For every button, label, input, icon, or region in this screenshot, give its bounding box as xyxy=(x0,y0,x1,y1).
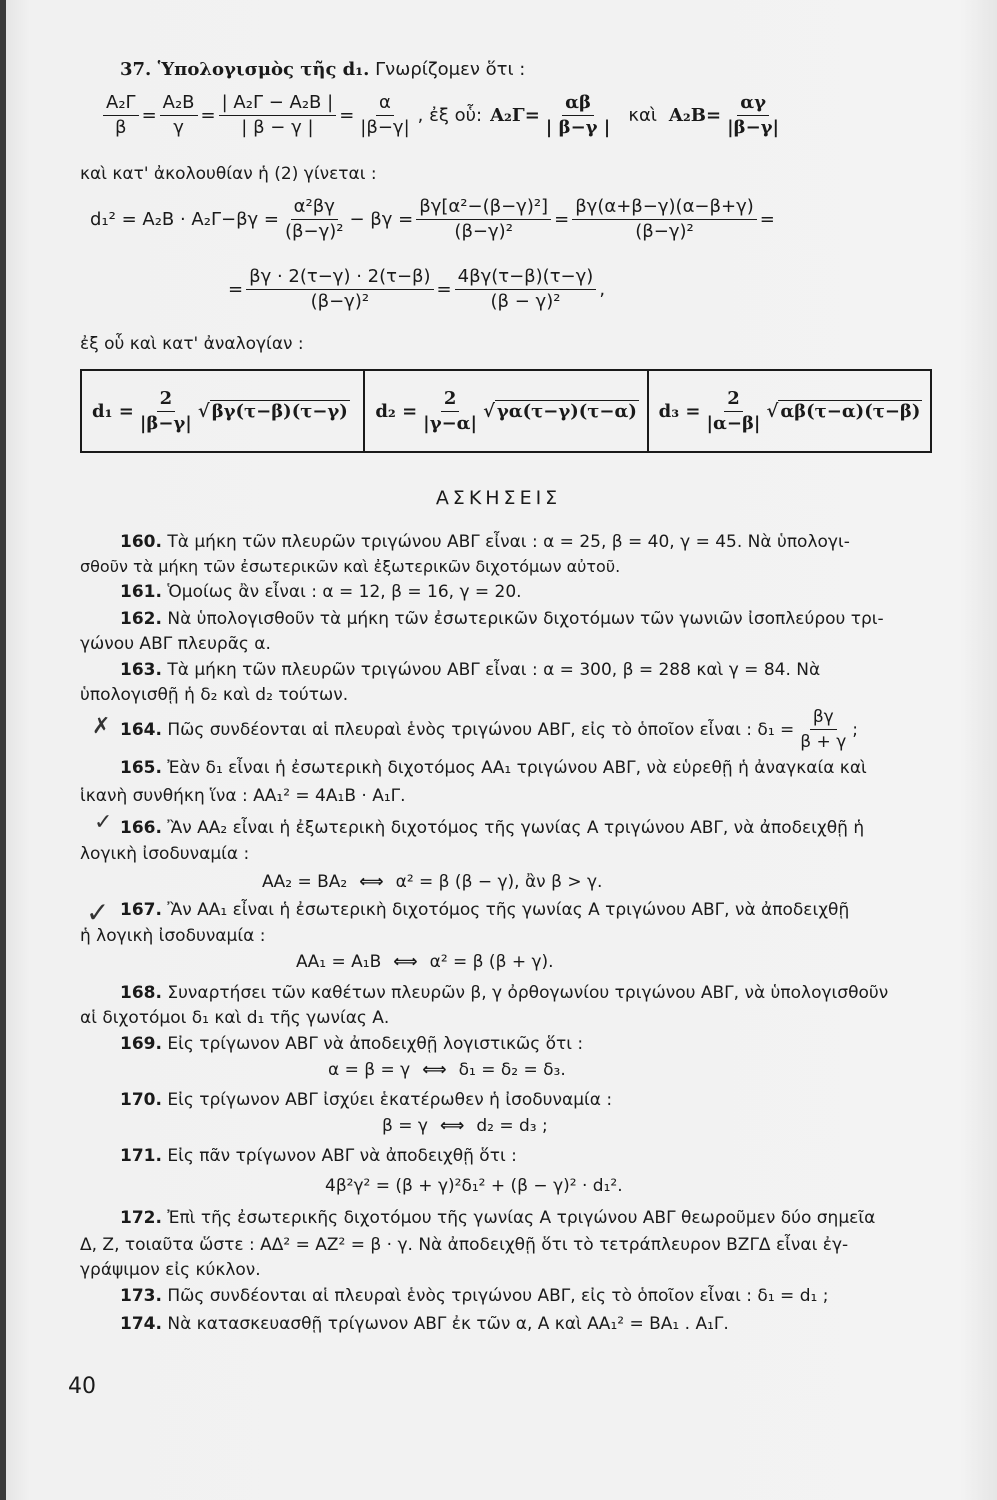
equation-ratios: $\frac{\text{A₂Γ}}{\beta}$ = $\frac{\text{A₂B}}{\gamma}$ = $\frac{\text{| A₂Γ − A₂B |}}{| \beta - \gamma |}$ = $\frac{\alpha}{|\beta-\gamma|}$ , ἐξ οὗ: A₂Γ= $\frac{\alpha\beta}{| \beta-\gamma |}$ καὶ A₂B= $\frac{\alpha\gamma}{|\beta-\gamma|}$ xyxy=(100,92,785,139)
exercise-174: 174. Νὰ κατασκευασθῇ τρίγωνον ΑΒΓ ἐκ τῶν α, Α καὶ ΑΑ₁² = ΒΑ₁ . Α₁Γ. xyxy=(120,1314,729,1334)
exercise-166-formula: ΑΑ₂ = ΒΑ₂ ⟺ α² = β (β − γ), ἂν β > γ. xyxy=(262,872,603,892)
section-heading: 37. Ὑπολογισμὸς τῆς d₁. xyxy=(120,59,370,80)
exercise-169: 169. Εἰς τρίγωνον ΑΒΓ νὰ ἀποδειχθῇ λογιστικῶς ὅτι : xyxy=(120,1034,584,1054)
page-number: 40 xyxy=(68,1374,96,1399)
exercise-165-cont: ἱκανὴ συνθήκη ἵνα : ΑΑ₁² = 4Α₁Β · Α₁Γ. xyxy=(80,786,406,806)
equation-d1-result: = $\frac{\beta\gamma \cdot 2(\tau-\gamma) \cdot 2(\tau-\beta)}{\text{(β−γ)²}}$ = $\frac{4\beta\gamma(\tau-\beta)(\tau-\gamma)}{\text{(β − γ)²}}$ , xyxy=(228,266,606,312)
exercise-162-cont: γώνου ΑΒΓ πλευρᾶς α. xyxy=(80,634,271,654)
section-intro: Γνωρίζομεν ὅτι : xyxy=(375,59,526,80)
handwritten-check-mark: ✓ xyxy=(94,810,113,835)
exercise-168-cont: αἱ διχοτόμοι δ₁ καὶ d₁ τῆς γωνίας Α. xyxy=(80,1008,390,1028)
exercise-163-cont: ὑπολογισθῇ ἡ δ₂ καὶ d₂ τούτων. xyxy=(80,685,349,705)
page-edge xyxy=(0,0,6,1500)
fraction: $\frac{\beta\gamma(\alpha+\beta-\gamma)(\alpha-\beta+\gamma)}{\text{(β−γ)²}}$ xyxy=(572,196,757,243)
exercise-167-formula: ΑΑ₁ = Α₁Β ⟺ α² = β (β + γ). xyxy=(296,952,554,972)
text-line: ἐξ οὗ καὶ κατ' ἀναλογίαν : xyxy=(80,334,304,354)
fraction: $\frac{\beta\gamma \cdot 2(\tau-\gamma) \cdot 2(\tau-\beta)}{\text{(β−γ)²}}$ xyxy=(246,266,433,313)
exercise-164: 164. Πῶς συνδέονται αἱ πλευραὶ ἑνὸς τριγώνου ΑΒΓ, εἰς τὸ ὁποῖον εἶναι : δ₁ = $\frac{\beta\gamma}{\beta + \gamma}$ ; xyxy=(120,707,858,752)
formula-box xyxy=(80,369,932,453)
fraction: $\frac{\alpha}{|\beta-\gamma|}$ xyxy=(360,92,410,138)
exercise-171-formula: 4β²γ² = (β + γ)²δ₁² + (β − γ)² · d₁². xyxy=(325,1176,623,1196)
exercise-167: 167. Ἂν ΑΑ₁ εἶναι ἡ ἐσωτερικὴ διχοτόμος τῆς γωνίας Α τριγώνου ΑΒΓ, νὰ ἀποδειχθῇ xyxy=(120,900,850,920)
fraction: $\frac{\text{A₂B}}{\gamma}$ xyxy=(160,92,198,139)
exercise-170-formula: β = γ ⟺ d₂ = d₃ ; xyxy=(382,1116,548,1136)
formula-d3: d₃ = $\frac{2}{|\alpha-\beta|}$ √ αβ(τ−α)(τ−β) xyxy=(647,371,930,451)
fraction: $\frac{4\beta\gamma(\tau-\beta)(\tau-\gamma)}{\text{(β − γ)²}}$ xyxy=(455,266,597,313)
fraction: $\frac{\alpha\beta}{| \beta-\gamma |}$ xyxy=(545,92,611,138)
exercise-167-cont: ἡ λογικὴ ἰσοδυναμία : xyxy=(80,926,266,946)
exercise-172: 172. Ἐπὶ τῆς ἐσωτερικῆς διχοτόμου τῆς γωνίας Α τριγώνου ΑΒΓ θεωροῦμεν δύο σημεῖα xyxy=(120,1208,876,1228)
exercise-160: 160. Τὰ μήκη τῶν πλευρῶν τριγώνου ΑΒΓ εἶναι : α = 25, β = 40, γ = 45. Νὰ ὑπολογι- xyxy=(120,532,850,552)
exercise-163: 163. Τὰ μήκη τῶν πλευρῶν τριγώνου ΑΒΓ εἶναι : α = 300, β = 288 καὶ γ = 84. Νὰ xyxy=(120,660,821,680)
handwritten-check-mark: ✓ xyxy=(86,896,110,929)
formula-d1: d₁ = $\frac{2}{|\beta-\gamma|}$ √ βγ(τ−β)(τ−γ) xyxy=(92,387,348,434)
exercise-162: 162. Νὰ ὑπολογισθοῦν τὰ μήκη τῶν ἐσωτερικῶν διχοτόμων τῶν γωνιῶν ἰσοπλεύρου τρι- xyxy=(120,609,884,629)
exercise-171: 171. Εἰς πᾶν τρίγωνον ΑΒΓ νὰ ἀποδειχθῇ ὅτι : xyxy=(120,1146,517,1166)
section-heading-line xyxy=(120,58,525,82)
exercise-170: 170. Εἰς τρίγωνον ΑΒΓ ἰσχύει ἑκατέρωθεν ἡ ἰσοδυναμία : xyxy=(120,1090,613,1110)
fraction: $\frac{\text{α²βγ}}{\text{(β−γ)²}}$ xyxy=(285,196,344,242)
exercise-166-cont: λογικὴ ἰσοδυναμία : xyxy=(80,844,250,864)
fraction: $\frac{\alpha\gamma}{|\beta-\gamma|}$ xyxy=(727,92,780,138)
exercise-173: 173. Πῶς συνδέονται αἱ πλευραὶ ἑνὸς τριγώνου ΑΒΓ, εἰς τὸ ὁποῖον εἶναι : δ₁ = d₁ ; xyxy=(120,1286,829,1306)
exercise-169-formula: α = β = γ ⟺ δ₁ = δ₂ = δ₃. xyxy=(328,1060,566,1080)
formula-d2: d₂ = $\frac{2}{|\gamma-\alpha|}$ √ γα(τ−γ)(τ−α) xyxy=(363,371,646,451)
exercise-172-cont2: γράψιμον εἰς κύκλον. xyxy=(80,1260,261,1280)
handwritten-cross-mark: ✗ xyxy=(92,714,111,739)
exercise-168: 168. Συναρτήσει τῶν καθέτων πλευρῶν β, γ ὀρθογωνίου τριγώνου ΑΒΓ, νὰ ὑπολογισθοῦν xyxy=(120,983,889,1003)
exercise-161: 161. Ὁμοίως ἂν εἶναι : α = 12, β = 16, γ = 20. xyxy=(120,582,522,602)
exercise-160-cont: σθοῦν τὰ μήκη τῶν ἐσωτερικῶν καὶ ἐξωτερικῶν διχοτόμων αὐτοῦ. xyxy=(80,557,621,576)
text-line: καὶ κατ' ἀκολουθίαν ἡ (2) γίνεται : xyxy=(80,164,377,184)
exercise-165: 165. Ἐὰν δ₁ εἶναι ἡ ἐσωτερικὴ διχοτόμος ΑΑ₁ τριγώνου ΑΒΓ, νὰ εὑρεθῇ ἡ ἀναγκαία καὶ xyxy=(120,758,867,778)
exercises-heading: ΑΣΚΗΣΕΙΣ xyxy=(435,487,562,509)
fraction: $\frac{\text{| A₂Γ − A₂B |}}{| \beta - \gamma |}$ xyxy=(219,92,337,139)
exercise-172-cont: Δ, Ζ, τοιαῦτα ὥστε : ΑΔ² = ΑΖ² = β · γ. Νὰ ἀποδειχθῇ ὅτι τὸ τετράπλευρον ΒΖΓΔ εἶναι ἐγ- xyxy=(80,1235,849,1255)
fraction: $\frac{\text{βγ[α²−(β−γ)²]}}{\text{(β−γ)²}}$ xyxy=(416,196,551,243)
equation-d1-squared: d₁² = A₂B · A₂Γ−βγ = $\frac{\text{α²βγ}}{\text{(β−γ)²}}$ − βγ = $\frac{\text{βγ[α²−(β−γ)²]}}{\text{(β−γ)²}}$ = $\frac{\beta\gamma(\alpha+\beta-\gamma)(\alpha-\beta+\gamma)}{\text{(β−γ)²}}$ = xyxy=(90,196,775,242)
exercise-166: 166. Ἂν ΑΑ₂ εἶναι ἡ ἐξωτερικὴ διχοτόμος τῆς γωνίας Α τριγώνου ΑΒΓ, νὰ ἀποδειχθῇ ἡ xyxy=(120,818,865,838)
fraction: $\frac{\text{A₂Γ}}{\beta}$ xyxy=(103,92,139,139)
